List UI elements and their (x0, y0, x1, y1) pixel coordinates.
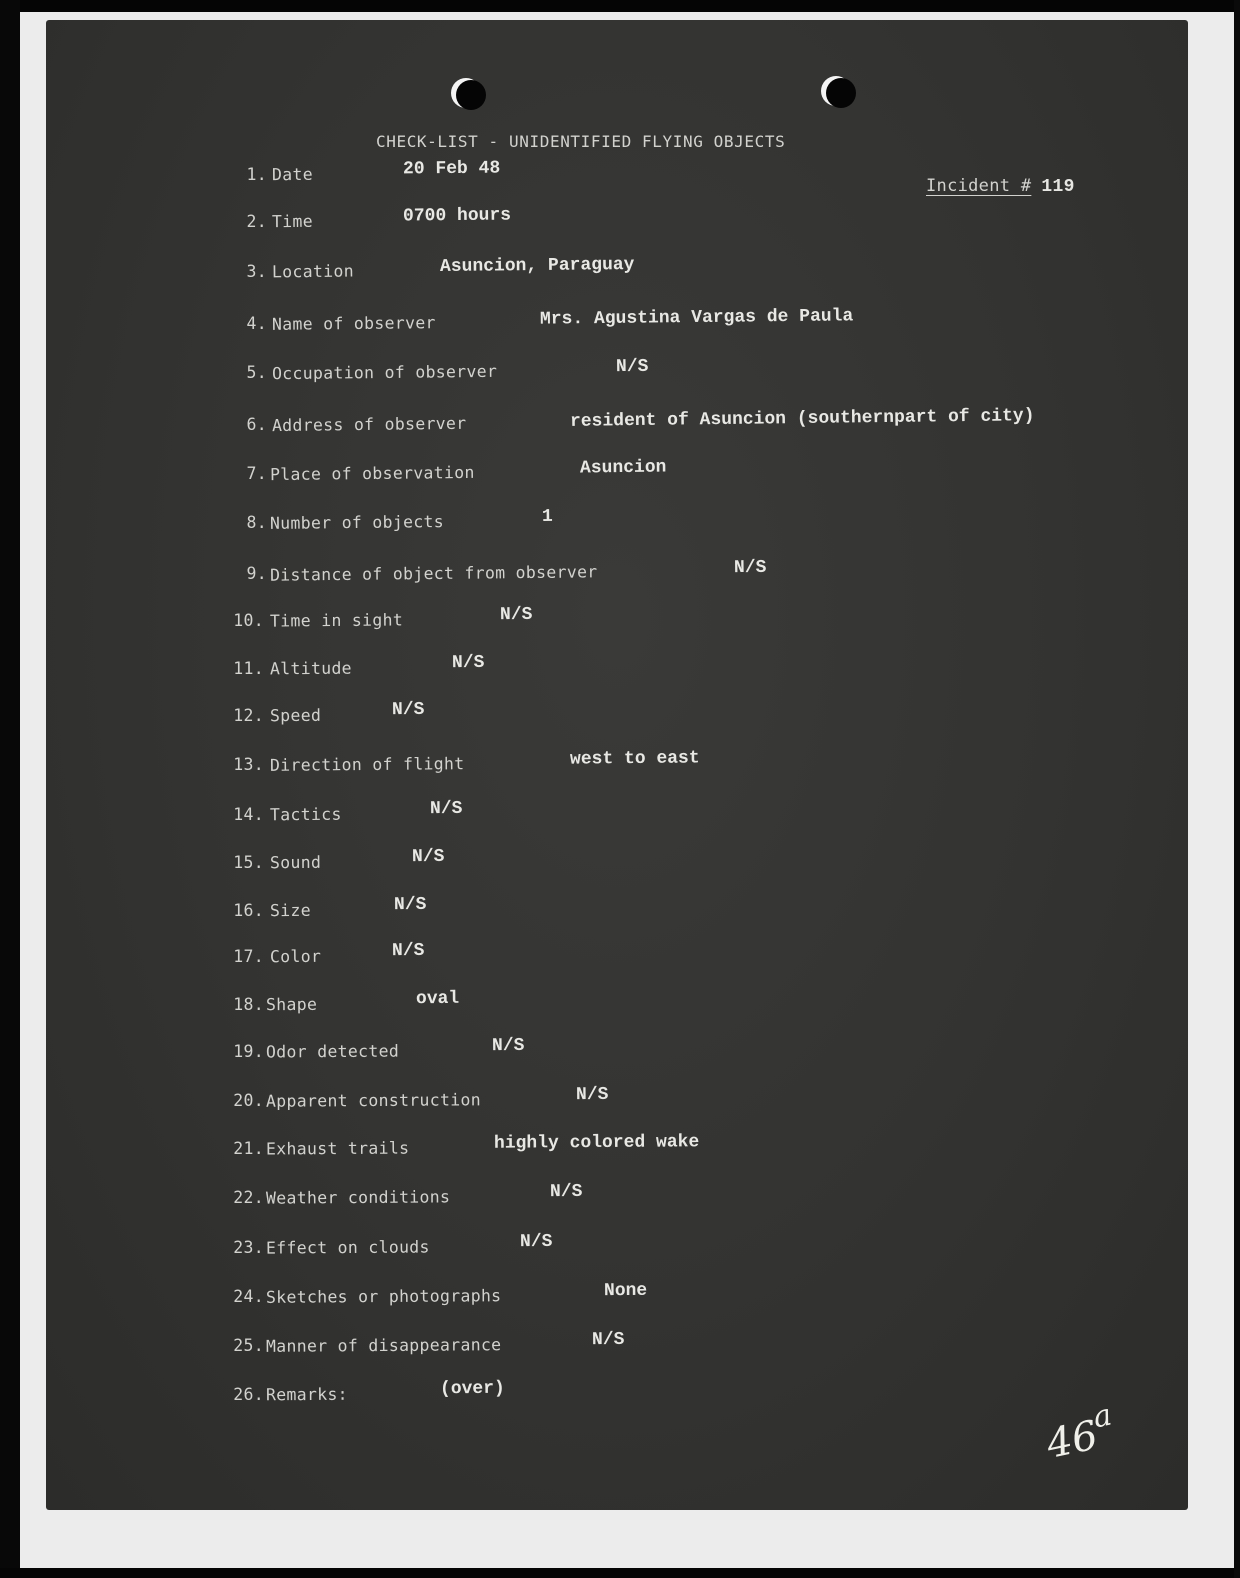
item-answer: N/S (615, 356, 649, 378)
item-number: 15. (233, 853, 264, 872)
scan-border-right (1234, 0, 1240, 1578)
incident-value: 119 (1041, 177, 1075, 197)
item-label: Date (271, 164, 314, 185)
item-number: 6. (246, 415, 267, 434)
item-number: 21. (233, 1139, 264, 1158)
form-title: CHECK-LIST - UNIDENTIFIED FLYING OBJECTS (376, 132, 786, 151)
item-label: Number of objects (269, 512, 445, 533)
handwritten-page-number: 46 (1042, 1412, 1102, 1468)
item-answer: N/S (391, 940, 425, 962)
punch-hole-right (826, 78, 856, 108)
item-label: Location (271, 261, 354, 282)
item-label: Sound (269, 852, 322, 873)
punch-hole-left (456, 80, 486, 110)
item-label: Distance of object from observer (269, 562, 598, 585)
item-answer: N/S (575, 1084, 609, 1106)
item-label: Manner of disappearance (265, 1335, 502, 1356)
item-label: Remarks: (265, 1384, 348, 1405)
item-answer: N/S (391, 699, 425, 721)
item-label: Size (269, 900, 312, 921)
item-answer: N/S (393, 894, 427, 916)
scan-border-bottom (0, 1568, 1240, 1578)
item-answer: 20 Feb 48 (402, 158, 501, 180)
item-number: 9. (246, 564, 267, 583)
item-label: Time in sight (269, 610, 404, 631)
item-label: Tactics (269, 804, 342, 825)
item-number: 10. (233, 611, 264, 630)
item-answer: N/S (491, 1035, 525, 1057)
item-number: 23. (233, 1238, 264, 1257)
handwritten-page-mark (1041, 1397, 1119, 1468)
item-answer: oval (415, 988, 460, 1010)
item-number: 26. (233, 1385, 264, 1404)
item-number: 14. (233, 805, 264, 824)
scan-border-top (0, 0, 1240, 12)
item-label: Direction of flight (269, 754, 465, 775)
item-number: 22. (233, 1188, 264, 1207)
item-answer: N/S (733, 557, 767, 579)
item-number: 18. (233, 995, 264, 1014)
item-label: Occupation of observer (271, 361, 498, 384)
item-number: 20. (233, 1091, 264, 1110)
item-number: 3. (246, 262, 267, 281)
item-answer: Asuncion (579, 457, 667, 479)
item-number: 12. (233, 706, 264, 725)
item-answer: N/S (591, 1329, 625, 1351)
item-answer: N/S (519, 1231, 553, 1253)
item-answer: N/S (499, 604, 533, 626)
item-answer: west to east (569, 748, 700, 770)
item-number: 8. (246, 513, 267, 532)
item-label: Effect on clouds (265, 1237, 430, 1258)
item-label: Name of observer (271, 313, 436, 334)
item-answer: Mrs. Agustina Vargas de Paula (539, 306, 854, 330)
item-label: Odor detected (265, 1041, 400, 1062)
item-answer: N/S (549, 1181, 583, 1203)
item-answer: 1 (541, 506, 553, 528)
incident-label: Incident # (926, 176, 1032, 196)
item-answer: N/S (411, 846, 445, 868)
item-label: Address of observer (271, 413, 467, 436)
item-number: 7. (246, 464, 267, 483)
item-answer: None (603, 1280, 648, 1302)
scan-border-left (0, 0, 20, 1578)
item-label: Speed (269, 705, 322, 726)
item-number: 25. (233, 1336, 264, 1355)
item-answer: N/S (429, 798, 463, 820)
item-answer: resident of Asuncion (southernpart of city) (569, 406, 1035, 432)
item-number: 16. (233, 901, 264, 920)
item-answer: N/S (451, 652, 485, 674)
item-label: Apparent construction (265, 1090, 481, 1111)
document-page (46, 20, 1188, 1510)
item-number: 13. (233, 755, 264, 774)
item-label: Place of observation (269, 462, 475, 485)
item-number: 24. (233, 1287, 264, 1306)
item-label: Weather conditions (265, 1187, 451, 1208)
item-number: 1. (246, 165, 267, 184)
item-label: Time (271, 211, 314, 232)
item-number: 4. (246, 314, 267, 333)
item-label: Shape (265, 994, 318, 1015)
item-label: Sketches or photographs (265, 1286, 502, 1307)
item-number: 11. (233, 659, 264, 678)
item-number: 5. (246, 363, 267, 382)
handwritten-page-suffix: a (1089, 1397, 1115, 1436)
item-answer: 0700 hours (402, 205, 512, 227)
incident-number (926, 176, 1075, 197)
item-number: 17. (233, 947, 264, 966)
item-label: Color (269, 946, 322, 967)
item-answer: highly colored wake (493, 1132, 700, 1154)
item-answer: Asuncion, Paraguay (439, 254, 635, 278)
item-label: Exhaust trails (265, 1138, 410, 1159)
item-answer: (over) (439, 1378, 505, 1400)
item-number: 19. (233, 1042, 264, 1061)
item-label: Altitude (269, 658, 352, 679)
item-number: 2. (246, 212, 267, 231)
